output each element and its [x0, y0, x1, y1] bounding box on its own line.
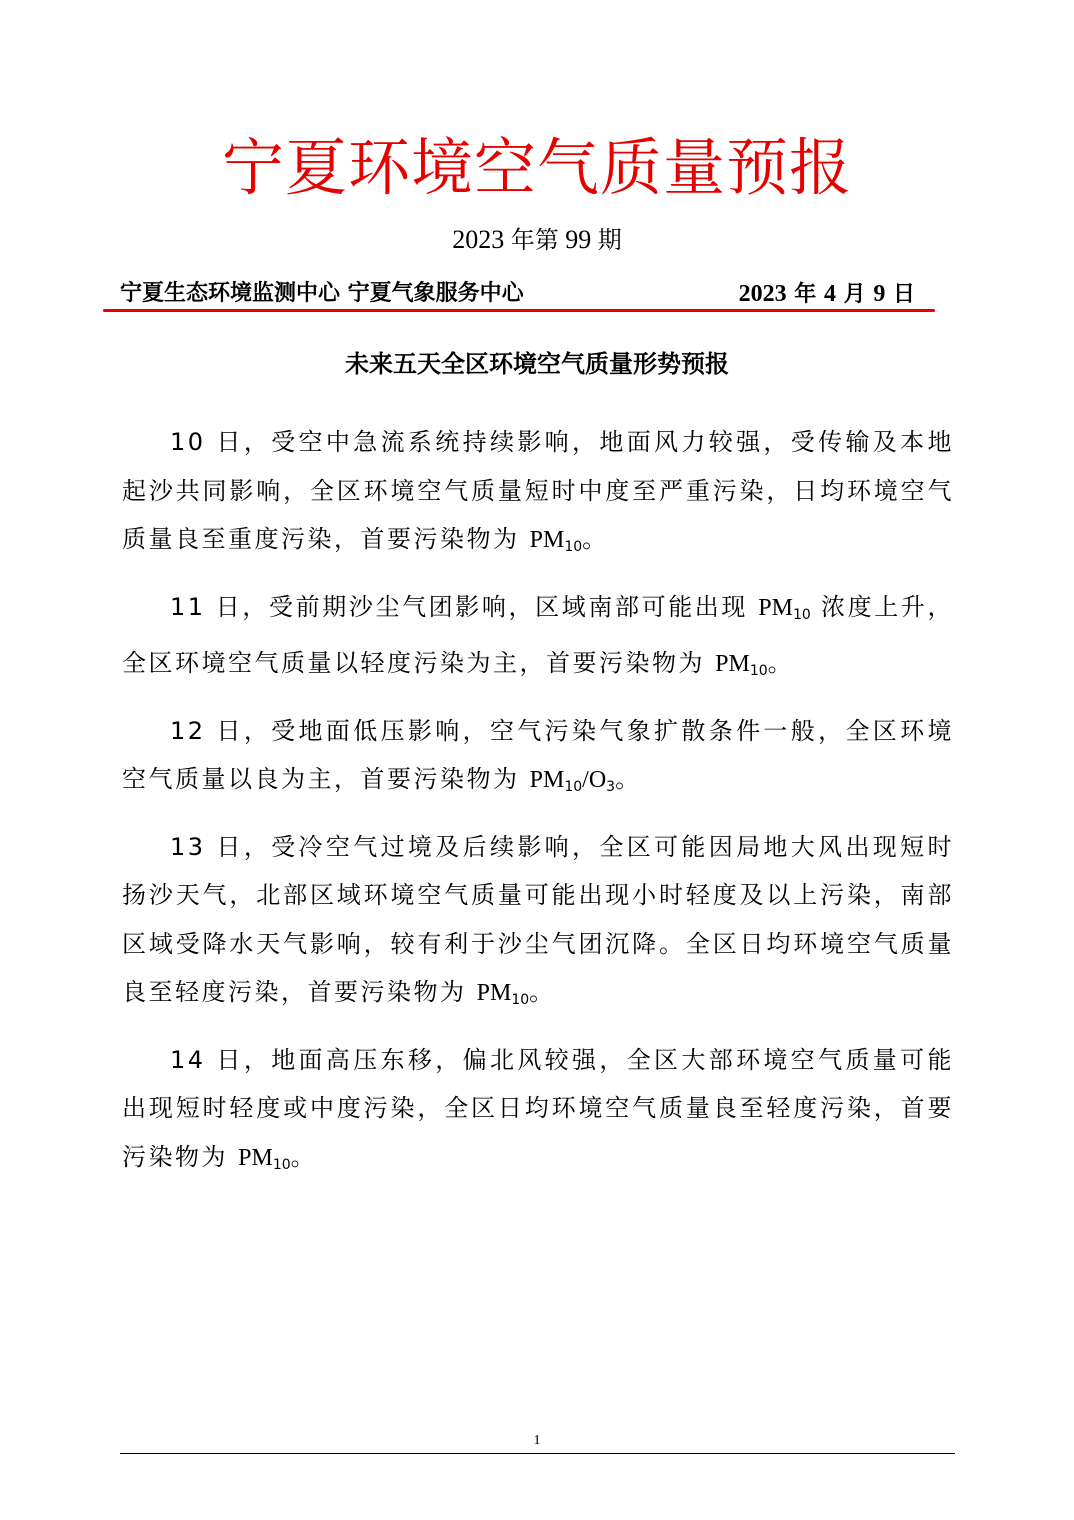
- pollutant-subscript: 3: [606, 779, 616, 795]
- forecast-paragraph-day10: [122, 418, 954, 572]
- paragraph-text: 10 日，受空中急流系统持续影响，地面风力较强，受传输及本地起沙共同影响，全区环境空气质量短时中度至严重污染，日均环境空气质量良至重度污染，首要污染物为: [122, 428, 954, 553]
- issue-year: 2023: [452, 225, 505, 254]
- paragraph-text: 11 日，受前期沙尘气团影响，区域南部可能出现: [170, 592, 759, 621]
- paragraph-end: 。: [582, 525, 609, 553]
- pollutant-pm: PM: [529, 527, 565, 553]
- pollutant-pm: PM: [758, 594, 793, 621]
- paragraph-text: 浓度上升，全区环境空气质量以轻度污染为主，首要污染物为: [122, 592, 954, 677]
- pollutant-subscript: 10: [272, 1156, 291, 1173]
- footer-divider: [120, 1453, 955, 1454]
- forecast-paragraph-day12: [122, 707, 954, 812]
- issue-period-char: 期: [597, 226, 622, 254]
- paragraph-end: 。: [615, 765, 642, 793]
- issuing-agencies: 宁夏生态环境监测中心 宁夏气象服务中心: [120, 281, 524, 306]
- paragraph-end: 。: [529, 978, 556, 1006]
- pollutant-pm: PM: [715, 651, 750, 677]
- paragraph-text: 13 日，受冷空气过境及后续影响，全区可能因局地大风出现短时扬沙天气，北部区域环境空气质量可能出现小时轻度及以上污染，南部区域受降水天气影响，较有利于沙尘气团沉降。全区日均环境空气质量良至轻度污染，首要污染物为: [122, 832, 954, 1006]
- issue-number: [0, 220, 1074, 260]
- forecast-paragraph-day14: [122, 1036, 954, 1190]
- pollutant-subscript: 10: [564, 779, 583, 795]
- date-day-char: 日: [892, 282, 915, 307]
- paragraph-text: 12 日，受地面低压影响，空气污染气象扩散条件一般，全区环境空气质量以良为主，首要污染物为: [122, 716, 954, 793]
- date-month: 4: [823, 281, 836, 307]
- masthead-title: 宁夏环境空气质量预报: [221, 131, 852, 204]
- pollutant-o3: /O: [582, 767, 607, 793]
- date-day: 9: [873, 281, 886, 307]
- pollutant-subscript: 10: [749, 663, 768, 679]
- issue-num: 99: [565, 225, 592, 254]
- issue-year-char: 年第: [510, 226, 559, 254]
- paragraph-text: 14 日，地面高压东移，偏北风较强，全区大部环境空气质量可能出现短时轻度或中度污染，全区日均环境空气质量良至轻度污染，首要污染物为: [122, 1045, 954, 1171]
- forecast-paragraph-day11: [122, 583, 954, 696]
- paragraph-end: 。: [767, 649, 795, 677]
- page-number: 1: [533, 1433, 541, 1448]
- red-divider: [103, 309, 935, 312]
- date-year: 2023: [738, 281, 787, 307]
- date-year-char: 年: [794, 282, 817, 307]
- forecast-paragraph-day13: [122, 823, 954, 1025]
- forecast-headline: 未来五天全区环境空气质量形势预报: [345, 350, 729, 378]
- date-month-char: 月: [843, 282, 866, 307]
- pollutant-subscript: 10: [564, 539, 583, 555]
- pollutant-pm: PM: [238, 1144, 273, 1171]
- pollutant-subscript: 10: [792, 606, 811, 623]
- pollutant-subscript: 10: [511, 992, 530, 1008]
- pollutant-pm: PM: [529, 767, 565, 793]
- pollutant-pm: PM: [476, 980, 512, 1006]
- issue-date: [739, 276, 915, 313]
- paragraph-end: 。: [290, 1142, 318, 1171]
- forecast-body: [122, 418, 954, 1200]
